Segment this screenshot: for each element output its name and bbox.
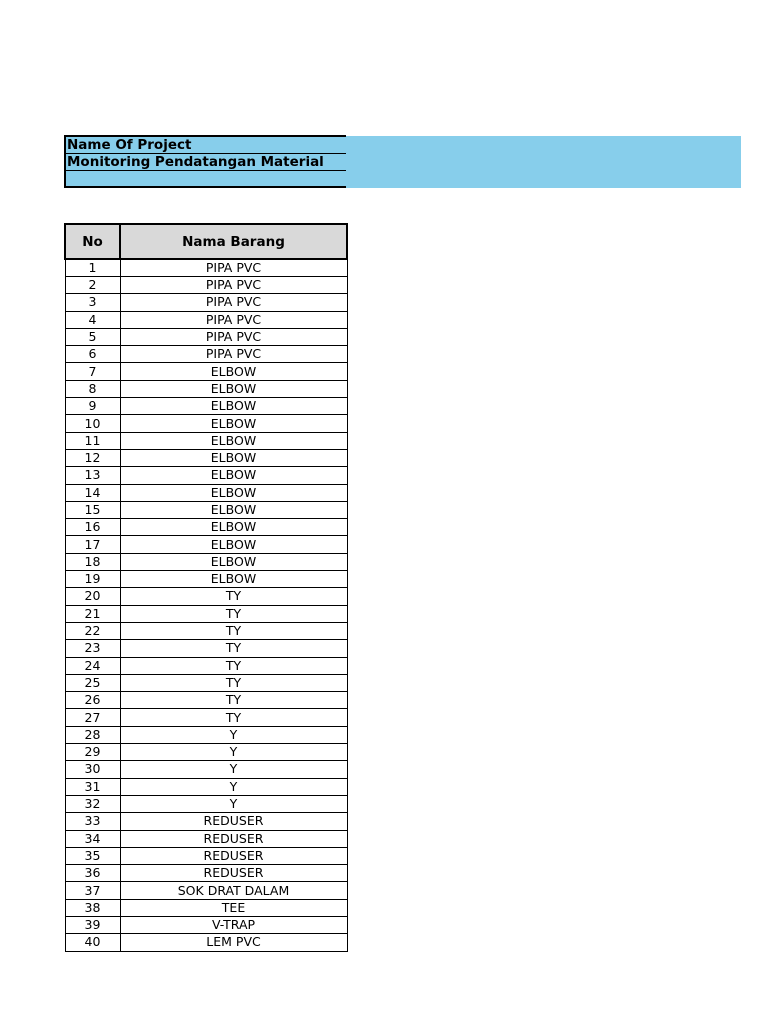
table-row	[65, 294, 347, 311]
row-number: 11	[65, 432, 120, 449]
table-row	[65, 259, 347, 277]
table-row	[65, 398, 347, 415]
item-name: TY	[120, 588, 347, 605]
item-name: ELBOW	[120, 536, 347, 553]
row-number: 31	[65, 778, 120, 795]
item-name: Y	[120, 726, 347, 743]
row-number: 32	[65, 795, 120, 812]
item-name: ELBOW	[120, 571, 347, 588]
row-number: 12	[65, 449, 120, 466]
project-header	[64, 135, 346, 188]
row-number: 15	[65, 501, 120, 518]
row-number: 14	[65, 484, 120, 501]
table-row	[65, 847, 347, 864]
row-number: 24	[65, 657, 120, 674]
item-name: ELBOW	[120, 398, 347, 415]
item-name: TY	[120, 657, 347, 674]
project-empty-row	[66, 171, 346, 188]
table-row	[65, 657, 347, 674]
item-name: Y	[120, 744, 347, 761]
table-row	[65, 934, 347, 951]
row-number: 13	[65, 467, 120, 484]
table-row	[65, 501, 347, 518]
table-row	[65, 640, 347, 657]
row-number: 1	[65, 259, 120, 277]
row-number: 23	[65, 640, 120, 657]
row-number: 36	[65, 865, 120, 882]
table-row	[65, 449, 347, 466]
table-row	[65, 744, 347, 761]
table-row	[65, 709, 347, 726]
row-number: 21	[65, 605, 120, 622]
row-number: 25	[65, 674, 120, 691]
row-number: 18	[65, 553, 120, 570]
item-name: ELBOW	[120, 380, 347, 397]
row-number: 17	[65, 536, 120, 553]
table-row	[65, 761, 347, 778]
row-number: 35	[65, 847, 120, 864]
item-name: TY	[120, 674, 347, 691]
row-number: 19	[65, 571, 120, 588]
item-name: ELBOW	[120, 449, 347, 466]
row-number: 33	[65, 813, 120, 830]
table-row	[65, 916, 347, 933]
row-number: 34	[65, 830, 120, 847]
table-row	[65, 813, 347, 830]
item-name: TEE	[120, 899, 347, 916]
item-name: TY	[120, 709, 347, 726]
table-row	[65, 674, 347, 691]
row-number: 28	[65, 726, 120, 743]
row-number: 2	[65, 277, 120, 294]
item-name: TY	[120, 692, 347, 709]
item-name: ELBOW	[120, 363, 347, 380]
table-row	[65, 588, 347, 605]
column-header-no: No	[65, 224, 120, 259]
table-row	[65, 865, 347, 882]
project-title: Monitoring Pendatangan Material	[66, 154, 346, 171]
table-row	[65, 726, 347, 743]
table-row	[65, 311, 347, 328]
row-number: 16	[65, 519, 120, 536]
table-row	[65, 899, 347, 916]
row-number: 29	[65, 744, 120, 761]
table-row	[65, 536, 347, 553]
table-header-row	[65, 224, 347, 259]
item-name: REDUSER	[120, 865, 347, 882]
item-name: PIPA PVC	[120, 294, 347, 311]
item-name: SOK DRAT DALAM	[120, 882, 347, 899]
item-name: ELBOW	[120, 415, 347, 432]
row-number: 10	[65, 415, 120, 432]
table-row	[65, 484, 347, 501]
item-name: TY	[120, 640, 347, 657]
table-row	[65, 415, 347, 432]
item-name: PIPA PVC	[120, 259, 347, 277]
table-row	[65, 830, 347, 847]
table-row	[65, 363, 347, 380]
table-row	[65, 380, 347, 397]
item-name: TY	[120, 622, 347, 639]
material-table	[64, 223, 348, 952]
item-name: PIPA PVC	[120, 346, 347, 363]
item-name: REDUSER	[120, 830, 347, 847]
table-row	[65, 432, 347, 449]
row-number: 5	[65, 328, 120, 345]
row-number: 20	[65, 588, 120, 605]
item-name: ELBOW	[120, 501, 347, 518]
table-row	[65, 553, 347, 570]
table-row	[65, 519, 347, 536]
table-row	[65, 277, 347, 294]
row-number: 39	[65, 916, 120, 933]
item-name: TY	[120, 605, 347, 622]
row-number: 27	[65, 709, 120, 726]
table-row	[65, 571, 347, 588]
table-row	[65, 622, 347, 639]
item-name: REDUSER	[120, 847, 347, 864]
item-name: ELBOW	[120, 484, 347, 501]
item-name: V-TRAP	[120, 916, 347, 933]
row-number: 38	[65, 899, 120, 916]
item-name: LEM PVC	[120, 934, 347, 951]
table-row	[65, 795, 347, 812]
row-number: 8	[65, 380, 120, 397]
project-header-band	[346, 136, 741, 188]
row-number: 6	[65, 346, 120, 363]
table-row	[65, 882, 347, 899]
item-name: PIPA PVC	[120, 277, 347, 294]
column-header-nama-barang: Nama Barang	[120, 224, 347, 259]
item-name: Y	[120, 761, 347, 778]
table-body	[65, 259, 347, 951]
row-number: 40	[65, 934, 120, 951]
item-name: PIPA PVC	[120, 328, 347, 345]
row-number: 7	[65, 363, 120, 380]
table-row	[65, 467, 347, 484]
table-row	[65, 328, 347, 345]
table-row	[65, 778, 347, 795]
row-number: 4	[65, 311, 120, 328]
item-name: Y	[120, 778, 347, 795]
row-number: 26	[65, 692, 120, 709]
row-number: 22	[65, 622, 120, 639]
item-name: ELBOW	[120, 553, 347, 570]
table-row	[65, 692, 347, 709]
item-name: ELBOW	[120, 432, 347, 449]
row-number: 3	[65, 294, 120, 311]
item-name: ELBOW	[120, 519, 347, 536]
item-name: REDUSER	[120, 813, 347, 830]
item-name: PIPA PVC	[120, 311, 347, 328]
item-name: Y	[120, 795, 347, 812]
project-name-label: Name Of Project	[66, 137, 346, 154]
row-number: 37	[65, 882, 120, 899]
item-name: ELBOW	[120, 467, 347, 484]
table-row	[65, 346, 347, 363]
table-row	[65, 605, 347, 622]
row-number: 9	[65, 398, 120, 415]
row-number: 30	[65, 761, 120, 778]
